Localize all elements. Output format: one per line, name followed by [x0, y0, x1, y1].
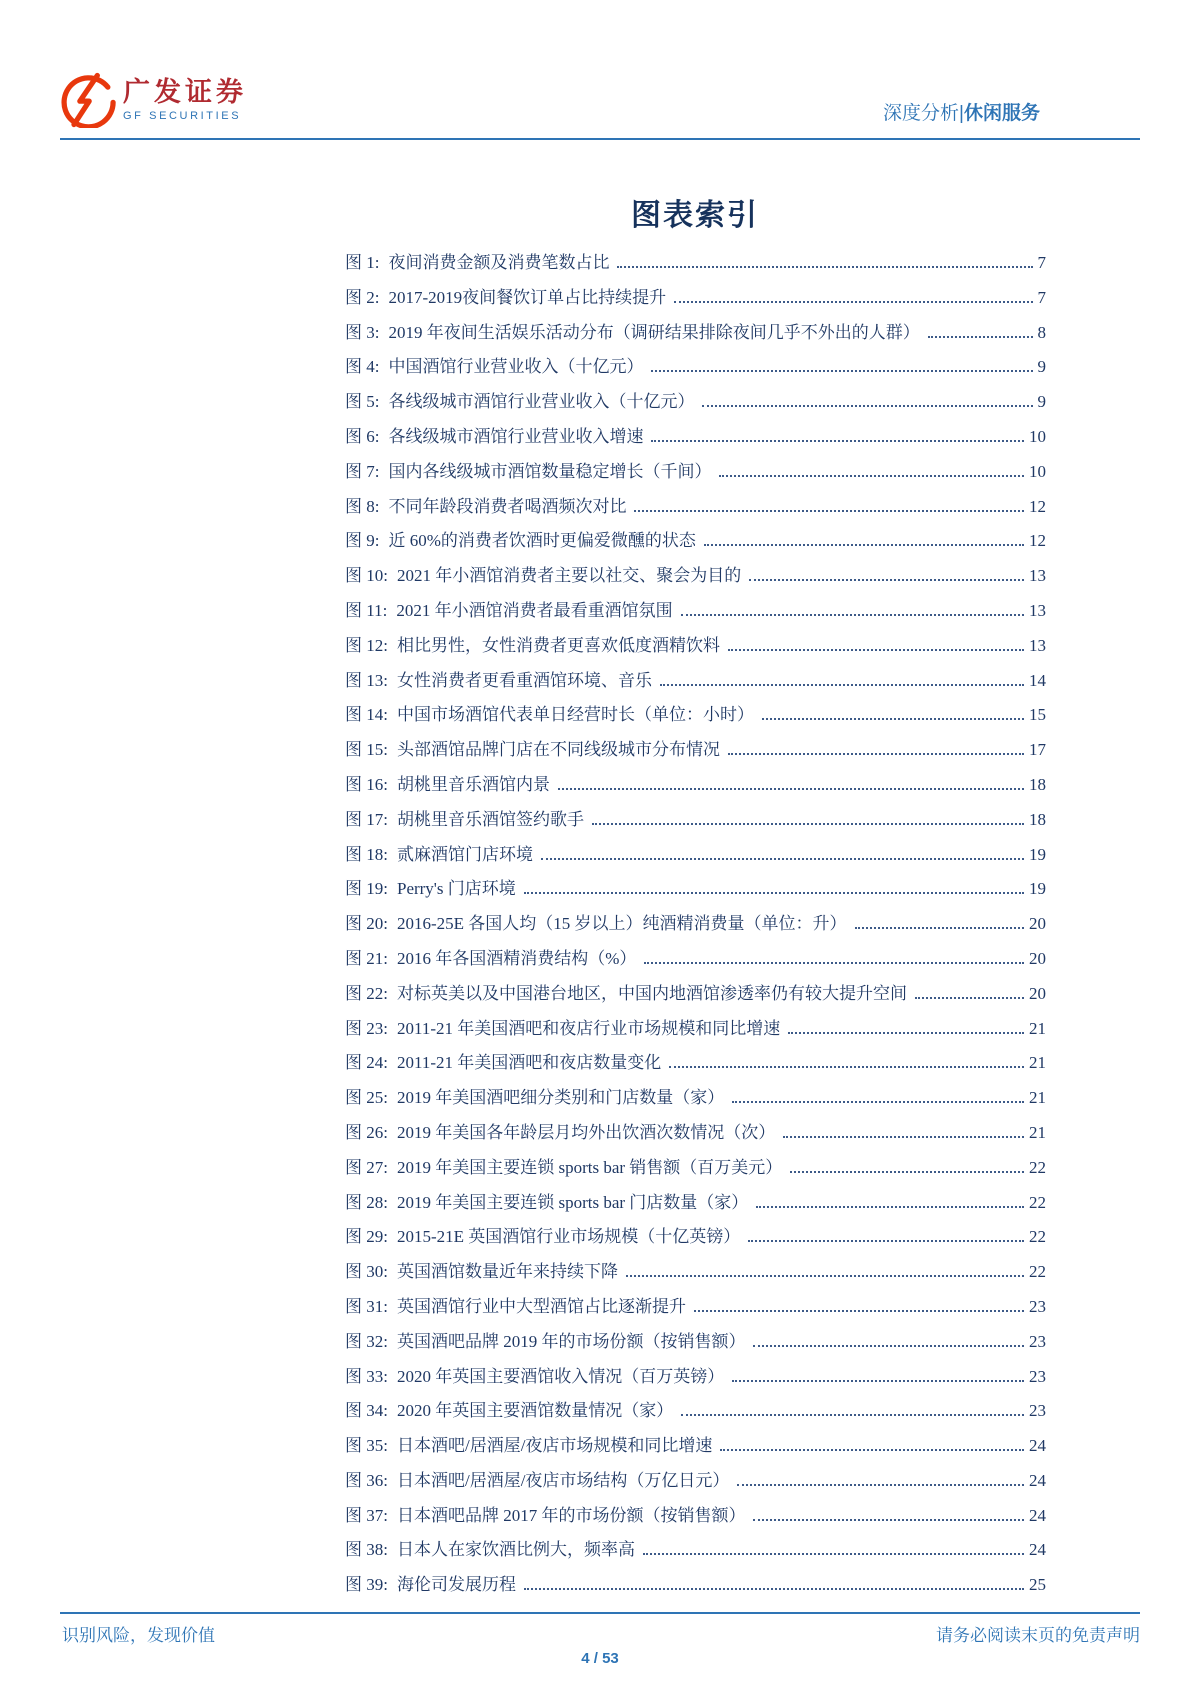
dot-leader [704, 544, 1024, 546]
figure-title: 2017-2019夜间餐饮订单占比持续提升 [388, 287, 667, 307]
toc-entry[interactable] [345, 942, 1046, 977]
figure-label: 图 5: [345, 392, 380, 412]
figure-label: 图 16: [345, 774, 388, 794]
figure-label: 图 12: [345, 635, 388, 655]
toc-entry[interactable] [345, 1360, 1046, 1395]
dot-leader [756, 1206, 1024, 1208]
dot-leader [644, 962, 1024, 964]
dot-leader [524, 892, 1024, 894]
footer-slogan: 识别风险，发现价值 [62, 1626, 215, 1645]
toc-entry[interactable] [345, 1255, 1046, 1290]
toc-entry[interactable] [345, 524, 1046, 559]
figure-page-ref: 13 [1029, 635, 1046, 655]
figure-page-ref: 24 [1029, 1436, 1046, 1456]
figure-label: 图 28: [345, 1192, 388, 1212]
toc-entry[interactable] [345, 1151, 1046, 1186]
footer-disclaimer: 请务必阅读末页的免责声明 [936, 1626, 1140, 1645]
dot-leader [928, 336, 1033, 338]
figure-label: 图 6: [345, 426, 380, 446]
figure-label: 图 19: [345, 879, 388, 899]
figure-page-ref: 25 [1029, 1575, 1046, 1595]
brand-name: 广发证券 [123, 76, 247, 107]
header-divider [60, 138, 1140, 140]
figure-page-ref: 9 [1037, 392, 1046, 412]
toc-entry[interactable] [345, 1116, 1046, 1151]
figure-label: 图 38: [345, 1540, 388, 1560]
figure-title: 不同年龄段消费者喝酒频次对比 [388, 496, 627, 516]
figure-page-ref: 18 [1029, 809, 1046, 829]
toc-entry[interactable] [345, 1533, 1046, 1568]
toc-entry[interactable] [345, 1012, 1046, 1047]
figure-label: 图 26: [345, 1122, 388, 1142]
figure-label: 图 2: [345, 287, 380, 307]
figure-label: 图 36: [345, 1470, 388, 1490]
figure-title: 胡桃里音乐酒馆签约歌手 [396, 809, 584, 829]
figure-page-ref: 13 [1029, 566, 1046, 586]
dot-leader [643, 1553, 1024, 1555]
figure-page-ref: 10 [1029, 426, 1046, 446]
figure-page-ref: 7 [1037, 287, 1046, 307]
figure-label: 图 18: [345, 844, 388, 864]
dot-leader [524, 1588, 1024, 1590]
toc-entry[interactable] [345, 1568, 1046, 1603]
figure-label: 图 3: [345, 322, 380, 342]
toc-entry[interactable] [345, 1464, 1046, 1499]
figure-title: 2020 年英国主要酒馆数量情况（家） [396, 1401, 674, 1421]
figure-label: 图 7: [345, 461, 380, 481]
dot-leader [728, 649, 1024, 651]
brand-subtitle: GF SECURITIES [123, 110, 242, 123]
figure-label: 图 23: [345, 1018, 388, 1038]
figure-page-ref: 24 [1029, 1470, 1046, 1490]
figure-title: 夜间消费金额及消费笔数占比 [388, 253, 610, 272]
figure-title: 2021 年小酒馆消费者最看重酒馆氛围 [396, 600, 673, 620]
dot-leader [558, 788, 1024, 790]
figure-label: 图 11: [345, 600, 388, 620]
category-separator: | [959, 103, 964, 124]
page-indicator: 4 / 53 [581, 1650, 619, 1667]
dot-leader [753, 1519, 1024, 1521]
dot-leader [634, 510, 1024, 512]
category-primary: 深度分析 [883, 103, 960, 124]
toc-entry[interactable] [345, 907, 1046, 942]
figure-page-ref: 20 [1029, 983, 1046, 1003]
figure-title: 女性消费者更看重酒馆环境、音乐 [396, 670, 652, 690]
dot-leader [762, 718, 1024, 720]
figure-title: 日本酒吧/居酒屋/夜店市场规模和同比增速 [396, 1436, 713, 1456]
dot-leader [719, 475, 1024, 477]
figure-title: 相比男性，女性消费者更喜欢低度酒精饮料 [396, 635, 720, 655]
figure-title: 2015-21E 英国酒馆行业市场规模（十亿英镑） [396, 1227, 741, 1247]
figure-page-ref: 8 [1037, 322, 1046, 342]
figure-title: 头部酒馆品牌门店在不同线级城市分布情况 [396, 740, 720, 760]
figure-page-ref: 20 [1029, 948, 1046, 968]
figure-label: 图 17: [345, 809, 388, 829]
figure-title: 海伦司发展历程 [396, 1575, 516, 1595]
dot-leader [753, 1345, 1024, 1347]
figure-page-ref: 22 [1029, 1262, 1046, 1282]
toc-entry[interactable] [345, 733, 1046, 768]
toc-entry[interactable] [345, 559, 1046, 594]
figure-label: 图 37: [345, 1505, 388, 1525]
toc-entry[interactable] [345, 316, 1046, 351]
dot-leader [541, 858, 1024, 860]
figure-page-ref: 21 [1029, 1122, 1046, 1142]
dot-leader [702, 405, 1032, 407]
figure-label: 图 15: [345, 740, 388, 760]
report-category [883, 98, 1040, 125]
figure-title: 2016 年各国酒精消费结构（%） [396, 948, 637, 968]
figure-label: 图 9: [345, 531, 380, 551]
dot-leader [728, 753, 1024, 755]
figure-title: 英国酒吧品牌 2019 年的市场份额（按销售额） [396, 1331, 746, 1351]
figure-label: 图 30: [345, 1262, 388, 1282]
figure-label: 图 35: [345, 1436, 388, 1456]
dot-leader [790, 1171, 1024, 1173]
figure-title: 中国酒馆行业营业收入（十亿元） [388, 357, 644, 377]
dot-leader [681, 614, 1024, 616]
dot-leader [669, 1066, 1024, 1068]
figure-title: 2021 年小酒馆消费者主要以社交、聚会为目的 [396, 566, 742, 586]
figure-page-ref: 24 [1029, 1540, 1046, 1560]
dot-leader [660, 684, 1024, 686]
dot-leader [681, 1414, 1024, 1416]
dot-leader [749, 579, 1024, 581]
dot-leader [592, 823, 1024, 825]
figure-label: 图 29: [345, 1227, 388, 1247]
figure-title: 2011-21 年美国酒吧和夜店数量变化 [396, 1053, 662, 1073]
toc-entry[interactable] [345, 838, 1046, 873]
figure-title: 中国市场酒馆代表单日经营时长（单位：小时） [396, 705, 754, 725]
figure-page-ref: 22 [1029, 1227, 1046, 1247]
page-title: 图表索引 [631, 199, 759, 232]
figure-label: 图 33: [345, 1366, 388, 1386]
toc-entry[interactable] [345, 350, 1046, 385]
toc-entry[interactable] [345, 490, 1046, 525]
figure-page-ref: 21 [1029, 1053, 1046, 1073]
toc-entry[interactable] [345, 698, 1046, 733]
figure-title: Perry's 门店环境 [396, 879, 516, 899]
figure-label: 图 4: [345, 357, 380, 377]
toc-entry[interactable] [345, 1081, 1046, 1116]
figure-label: 图 10: [345, 566, 388, 586]
toc-entry[interactable] [345, 281, 1046, 316]
figure-page-ref: 21 [1029, 1018, 1046, 1038]
dot-leader [720, 1449, 1024, 1451]
figure-label: 图 14: [345, 705, 388, 725]
figure-label: 图 34: [345, 1401, 388, 1421]
dot-leader [626, 1275, 1024, 1277]
toc-entry[interactable] [345, 872, 1046, 907]
figure-page-ref: 18 [1029, 774, 1046, 794]
toc-entry[interactable] [345, 594, 1046, 629]
dot-leader [674, 301, 1032, 303]
figure-label: 图 24: [345, 1053, 388, 1073]
figure-title: 各线级城市酒馆行业营业收入增速 [388, 426, 644, 446]
toc-entry[interactable] [345, 1290, 1046, 1325]
figure-title: 国内各线级城市酒馆数量稳定增长（千间） [388, 461, 712, 481]
toc-entry[interactable] [345, 420, 1046, 455]
toc-entry[interactable] [345, 664, 1046, 699]
dot-leader [694, 1310, 1024, 1312]
figure-title: 2016-25E 各国人均（15 岁以上）纯酒精消费量（单位：升） [396, 914, 847, 934]
toc-entry[interactable] [345, 455, 1046, 490]
toc-entry[interactable] [345, 385, 1046, 420]
figure-page-ref: 22 [1029, 1157, 1046, 1177]
dot-leader [732, 1380, 1024, 1382]
figure-page-ref: 24 [1029, 1505, 1046, 1525]
toc-entry[interactable] [345, 803, 1046, 838]
figure-label: 图 31: [345, 1296, 388, 1316]
toc-entry[interactable] [345, 1220, 1046, 1255]
figure-title: 贰麻酒馆门店环境 [396, 844, 533, 864]
figure-page-ref: 19 [1029, 879, 1046, 899]
figure-page-ref: 9 [1037, 357, 1046, 377]
figure-index-list [345, 246, 1046, 1603]
toc-entry[interactable] [345, 1429, 1046, 1464]
figure-page-ref: 14 [1029, 670, 1046, 690]
dot-leader [732, 1101, 1024, 1103]
figure-page-ref: 12 [1029, 496, 1046, 516]
footer-divider [60, 1612, 1140, 1614]
dot-leader [617, 266, 1032, 268]
dot-leader [651, 370, 1032, 372]
dot-leader [788, 1032, 1024, 1034]
figure-label: 图 25: [345, 1088, 388, 1108]
figure-label: 图 39: [345, 1575, 388, 1595]
figure-title: 2020 年英国主要酒馆收入情况（百万英镑） [396, 1366, 725, 1386]
dot-leader [783, 1136, 1024, 1138]
figure-title: 对标英美以及中国港台地区，中国内地酒馆渗透率仍有较大提升空间 [396, 983, 907, 1003]
dot-leader [651, 440, 1024, 442]
figure-page-ref: 13 [1029, 600, 1046, 620]
figure-title: 日本酒吧/居酒屋/夜店市场结构（万亿日元） [396, 1470, 730, 1490]
figure-title: 日本酒吧品牌 2017 年的市场份额（按销售额） [396, 1505, 746, 1525]
figure-page-ref: 7 [1037, 253, 1046, 272]
figure-page-ref: 21 [1029, 1088, 1046, 1108]
figure-title: 2019 年夜间生活娱乐活动分布（调研结果排除夜间几乎不外出的人群） [388, 322, 920, 342]
toc-entry[interactable] [345, 1325, 1046, 1360]
toc-entry[interactable] [345, 768, 1046, 803]
figure-page-ref: 10 [1029, 461, 1046, 481]
figure-page-ref: 22 [1029, 1192, 1046, 1212]
category-secondary: 休闲服务 [963, 103, 1040, 124]
toc-entry[interactable] [345, 1186, 1046, 1221]
toc-entry[interactable] [345, 1046, 1046, 1081]
figure-title: 2019 年美国各年龄层月均外出饮酒次数情况（次） [396, 1122, 776, 1142]
figure-title: 2019 年美国主要连锁 sports bar 门店数量（家） [396, 1192, 749, 1212]
figure-title: 2019 年美国主要连锁 sports bar 销售额（百万美元） [396, 1157, 783, 1177]
figure-page-ref: 15 [1029, 705, 1046, 725]
toc-entry[interactable] [345, 246, 1046, 281]
gf-logo-icon [60, 72, 116, 128]
brand-logo [60, 72, 247, 128]
figure-title: 2019 年美国酒吧细分类别和门店数量（家） [396, 1088, 725, 1108]
figure-page-ref: 17 [1029, 740, 1046, 760]
figure-title: 胡桃里音乐酒馆内景 [396, 774, 550, 794]
figure-title: 英国酒馆行业中大型酒馆占比逐渐提升 [396, 1296, 686, 1316]
figure-label: 图 32: [345, 1331, 388, 1351]
figure-label: 图 1: [345, 253, 380, 272]
figure-page-ref: 12 [1029, 531, 1046, 551]
figure-label: 图 8: [345, 496, 380, 516]
toc-entry[interactable] [345, 977, 1046, 1012]
figure-page-ref: 23 [1029, 1401, 1046, 1421]
figure-label: 图 13: [345, 670, 388, 690]
dot-leader [855, 927, 1024, 929]
dot-leader [737, 1484, 1024, 1486]
figure-title: 2011-21 年美国酒吧和夜店行业市场规模和同比增速 [396, 1018, 781, 1038]
figure-title: 英国酒馆数量近年来持续下降 [396, 1262, 618, 1282]
figure-label: 图 21: [345, 948, 388, 968]
toc-entry[interactable] [345, 1394, 1046, 1429]
figure-title: 日本人在家饮酒比例大，频率高 [396, 1540, 635, 1560]
figure-page-ref: 23 [1029, 1366, 1046, 1386]
figure-page-ref: 20 [1029, 914, 1046, 934]
dot-leader [748, 1240, 1024, 1242]
figure-label: 图 20: [345, 914, 388, 934]
figure-page-ref: 23 [1029, 1331, 1046, 1351]
figure-title: 近 60%的消费者饮酒时更偏爱微醺的状态 [388, 531, 696, 551]
figure-title: 各线级城市酒馆行业营业收入（十亿元） [388, 392, 695, 412]
figure-page-ref: 19 [1029, 844, 1046, 864]
figure-label: 图 27: [345, 1157, 388, 1177]
dot-leader [915, 997, 1024, 999]
figure-page-ref: 23 [1029, 1296, 1046, 1316]
toc-entry[interactable] [345, 1499, 1046, 1534]
toc-entry[interactable] [345, 629, 1046, 664]
brand-logotype [123, 78, 247, 123]
figure-label: 图 22: [345, 983, 388, 1003]
